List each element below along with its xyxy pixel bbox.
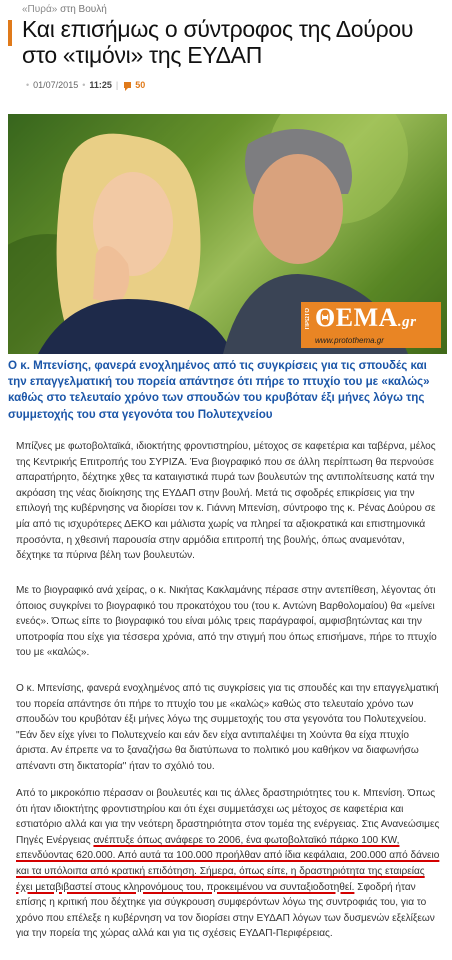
- breadcrumb-location: στη Βουλή: [60, 4, 107, 15]
- meta-divider: |: [115, 80, 119, 90]
- article-paragraph-4: [16, 786, 440, 942]
- watermark-suffix: .gr: [397, 314, 417, 330]
- breadcrumb: [22, 4, 107, 15]
- protothema-watermark-logo: [301, 302, 441, 348]
- meta-bullet: •: [82, 80, 86, 90]
- article-title: Και επισήμως ο σύντροφος της Δούρου στο «τιμόνι» της ΕΥΔΑΠ: [22, 16, 414, 68]
- meta-bullet: •: [26, 80, 30, 90]
- article-meta: [26, 80, 145, 90]
- article-lead: Ο κ. Μπενίσης, φανερά ενοχλημένος από τις συγκρίσεις για τις σπουδές και την επαγγελματική του πορεία απάντησε ότι πήρε το πτυχίο του με «καλώς» καθώς στο τελευταίο χρόνο των σπουδών του κρυβόταν έξι μήνες λόγω της συμμετοχής του στα γεγονότα του Πολυτεχνείου: [8, 359, 430, 421]
- article-paragraph-2: Με το βιογραφικό ανά χείρας, ο κ. Νικήτας Κακλαμάνης πέρασε στην αντεπίθεση, λέγοντας ότι όποιος συγκρίνει το βιογραφικό του προκατόχου του (του κ. Αντώνη Βαρθολομαίου) θα «μείνει ενεός». Όπως είπε το βιογραφικό του είναι μόλις τρεις παράγραφοί, αμφισβητώντας και την υποτροφία που είχε για τέσσερα χρόνια, από την στιγμή που όπως επισήμανε, πήρε το πτυχίο του με «καλώς».: [16, 585, 437, 659]
- breadcrumb-section-link[interactable]: «Πυρά»: [22, 4, 58, 15]
- watermark-brand-text: ΘΕΜΑ: [315, 303, 398, 332]
- comment-icon[interactable]: [124, 82, 131, 88]
- highlighted-passage: ανέπτυξε όπως ανάφερε το 2006, ένα φωτοβολταϊκό πάρκο 100 KW, επενδύοντας 620.000. Από αυτά τα 100.000 προήλθαν από ίδια κεφάλαια, 200.000 από δάνειο και τα υπόλοιπα από κρατική επιδότηση. Σήμερα, όπως είπε, η δραστηριότητα της εταιρείας έχει μεταβιβαστεί στους κληρονόμους του, προκειμένου να συνταξιοδοτηθεί.: [16, 834, 440, 893]
- watermark-brand: [315, 303, 416, 333]
- headline-container: [8, 16, 448, 68]
- paragraph-4-intro: Από το μικροκόπιο πέρασαν οι βουλευτές και τις άλλες δραστηριότητες του κ. Μπενίση. Όπως ότι ήταν ιδιοκτήτης φροντιστηρίου και ότι έχει συμμετάσχει ως μέτοχος σε καφετέρια και εστιατόριο αλλά και για την νεότερη δραστηριότητα στον τομέα της ενέργειας. Στις Ανανεώσιμες Πηγές Ενέργειας: [16, 788, 440, 846]
- article-paragraph-3: Ο κ. Μπενίσης, φανερά ενοχλημένος από τις συγκρίσεις για τις σπουδές και την επαγγελματική του πορεία απάντησε ότι πήρε το πτυχίο του με «καλώς» καθώς στο τελευταίο χρόνο των σπουδών του κρυβόταν έξι μήνες λόγω της συμμετοχής του στα γεγονότα του Πολυτεχνείου. "Εάν δεν είχε γίνει το Πολυτεχνείο και εάν δεν είχα αντιπαλέψει τη Χούντα θα είχα πτυχίο άριστα. Αν έπρεπε να το ξαναζήσω θα διατύπωνα το πολιτικό μου καθήκον να διαφωνήσω απέναντι στη δικτατορία" ήταν το σχόλιό του.: [16, 683, 439, 772]
- watermark-url: www.protothema.gr: [315, 336, 384, 345]
- article-time: 11:25: [89, 80, 112, 90]
- headline-accent-bar: [8, 20, 12, 46]
- paragraph-4-ending: Σφοδρή ήταν επίσης η κριτική που δέχτηκε για σύγκρουση συμφερόντων λόγω της συντροφιάς του, για το χρόνο που επέλεξε η κυβέρνηση να τον διορίσει στην ΕΥΔΑΠ λόγων των δυσμενών εξελίξεων για την πορεία της χώρας αλλά και για τις σχέσεις ΕΥΔΑΠ-Περιφέρειας.: [16, 881, 435, 940]
- comments-count[interactable]: 50: [135, 80, 146, 90]
- article-date: 01/07/2015: [33, 80, 79, 90]
- article-photo: [8, 114, 447, 354]
- article-paragraph-1: Μπίζνες με φωτοβολταϊκά, ιδιοκτήτης φροντιστηρίου, μέτοχος σε καφετέρια και ταβέρνα, μέλος της Κεντρικής Επιτροπής του ΣΥΡΙΖΑ. Ένα βιογραφικό που σε άλλη περίπτωση θα περνούσε απαρατήρητο, δέχτηκε χθες τα καταιγιστικά πυρά των βουλευτών της αντιπολίτευσης κατά την ακρόαση της νέας διοίκησης της ΕΥΔΑΠ στην βουλή. Μετά τις σφοδρές επικρίσεις για την επιλογή της κυβέρνησης να διορίσει τον κ. Γιάννη Μπενίση, σύντροφο της κ. Ρένας Δούρου σε μία από τις ισχυρότερες ΔΕΚΟ και μάλιστα χωρίς να πληρεί τα αξιοκρατικά και επιστημονικά προσόντα, η χθεσινή παρουσία στην αρμόδια επιτροπή της βουλής, όπως αναμενόταν, δέχτηκε τα πύρινα βέλη των βουλευτών.: [16, 441, 436, 562]
- watermark-proto: ΠΡΩΤΟ: [305, 308, 311, 330]
